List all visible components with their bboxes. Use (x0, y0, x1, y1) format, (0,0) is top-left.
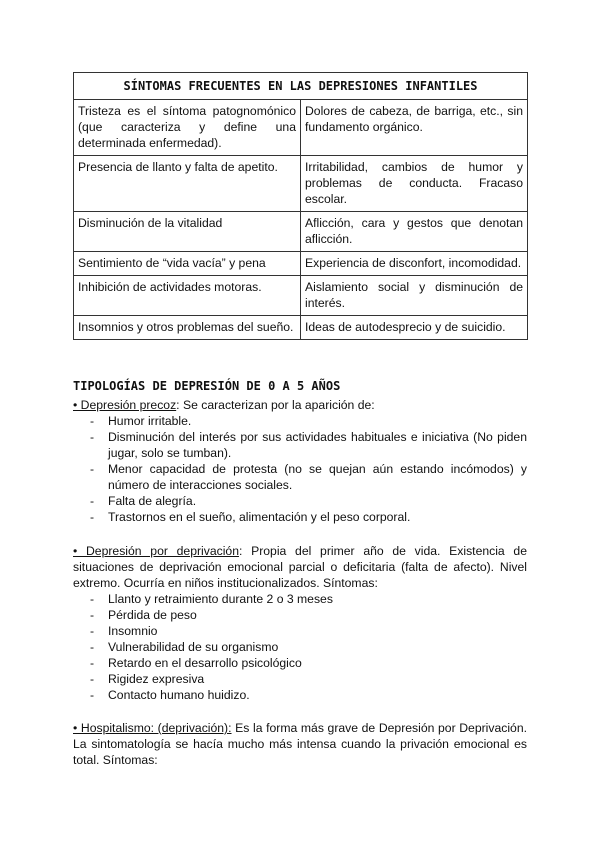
precoz-block (73, 397, 527, 525)
deprivacion-intro: : Propia del primer año de vida. Existencia de situaciones de deprivación emocional parcial o deficitaria (falta de afecto). Nivel extremo. Ocurría en niños institucionalizados. Síntomas: (73, 544, 527, 590)
deprivacion-list (73, 591, 527, 703)
deprivacion-block (73, 543, 527, 703)
table-cell: Ideas de autodesprecio y de suicidio. (301, 316, 528, 340)
hospitalismo-heading: • Hospitalismo: (deprivación): (73, 721, 232, 735)
table-cell: Irritabilidad, cambios de humor y problemas de conducta. Fracaso escolar. (301, 156, 528, 212)
list-item: - Contacto humano huidizo. (73, 687, 527, 703)
deprivacion-paragraph (73, 543, 527, 591)
precoz-list (73, 413, 527, 525)
table-cell: Sentimiento de “vida vacía” y pena (74, 252, 301, 276)
list-item: - Humor irritable. (73, 413, 527, 429)
hospitalismo-block (73, 720, 527, 768)
list-item: - Disminución del interés por sus actividades habituales e iniciativa (No piden jugar, solo se tumban). (73, 429, 527, 461)
table-cell: Tristeza es el síntoma patognomónico (que caracteriza y define una determinada enfermedad). (74, 100, 301, 156)
table-cell: Aislamiento social y disminución de interés. (301, 276, 528, 316)
table-row (74, 276, 528, 316)
table-row (74, 100, 528, 156)
table-cell: Inhibición de actividades motoras. (74, 276, 301, 316)
list-item: - Rigidez expresiva (73, 671, 527, 687)
list-item: - Trastornos en el sueño, alimentación y el peso corporal. (73, 509, 527, 525)
hospitalismo-intro: Es la forma más grave de Depresión por Deprivación. La sintomatología se hacía mucho más intensa cuando la privación emocional es total. Síntomas: (73, 721, 527, 767)
list-item: - Llanto y retraimiento durante 2 o 3 meses (73, 591, 527, 607)
precoz-heading: • Depresión precoz (73, 398, 177, 412)
table-header-row (74, 73, 528, 100)
table-cell: Disminución de la vitalidad (74, 212, 301, 252)
precoz-intro: : Se caracterizan por la aparición de: (176, 398, 375, 412)
table-row (74, 252, 528, 276)
list-item: - Menor capacidad de protesta (no se quejan aún estando incómodos) y número de interacciones sociales. (73, 461, 527, 493)
section-title: TIPOLOGÍAS DE DEPRESIÓN DE 0 A 5 AÑOS (73, 379, 341, 393)
table-cell: Presencia de llanto y falta de apetito. (74, 156, 301, 212)
table-cell: Insomnios y otros problemas del sueño. (74, 316, 301, 340)
table-row (74, 212, 528, 252)
table-row (74, 316, 528, 340)
hospitalismo-paragraph (73, 720, 527, 768)
table-cell: Dolores de cabeza, de barriga, etc., sin fundamento orgánico. (301, 100, 528, 156)
list-item: - Vulnerabilidad de su organismo (73, 639, 527, 655)
list-item: - Pérdida de peso (73, 607, 527, 623)
symptoms-table (73, 72, 528, 340)
table-cell: Aflicción, cara y gestos que denotan aflicción. (301, 212, 528, 252)
list-item: - Falta de alegría. (73, 493, 527, 509)
table-row (74, 156, 528, 212)
precoz-paragraph (73, 397, 527, 413)
deprivacion-heading: • Depresión por deprivación (73, 544, 239, 558)
list-item: - Insomnio (73, 623, 527, 639)
list-item: - Retardo en el desarrollo psicológico (73, 655, 527, 671)
table-title: SÍNTOMAS FRECUENTES EN LAS DEPRESIONES INFANTILES (74, 73, 528, 100)
table-cell: Experiencia de disconfort, incomodidad. (301, 252, 528, 276)
